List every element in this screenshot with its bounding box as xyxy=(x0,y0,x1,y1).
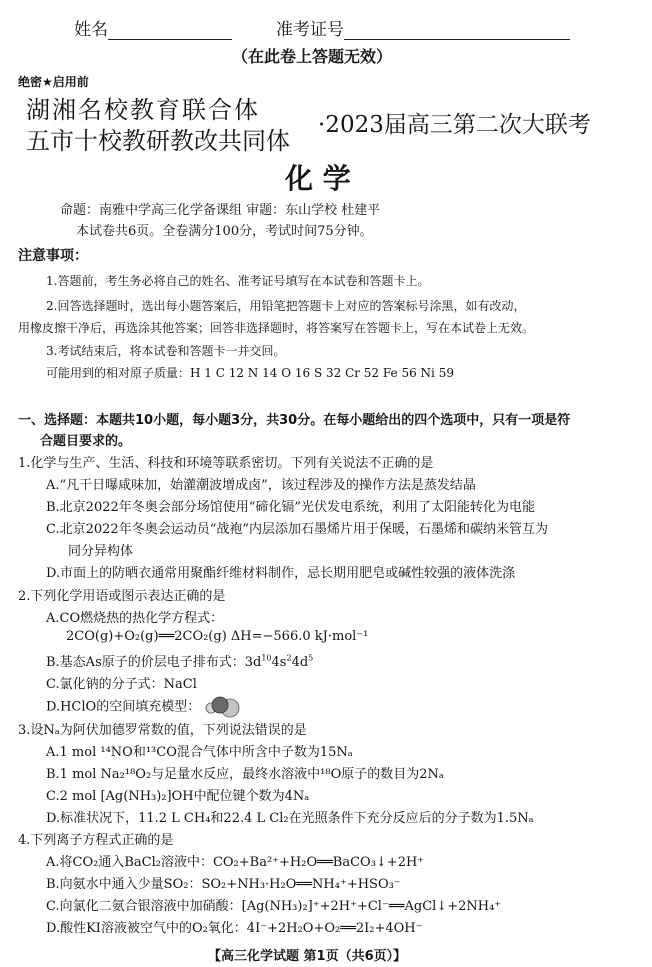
q2-option-d xyxy=(46,695,240,719)
q2-option-c: C.氯化钠的分子式：NaCl xyxy=(46,677,197,692)
q2-option-b xyxy=(46,651,313,670)
q2-option-b-text2: 4s xyxy=(271,655,287,670)
section1-title-a: 一、选择题：本题共10小题，每小题3分，共30分。在每小题给出的四个选项中，只有一项是符 xyxy=(18,413,571,428)
q2-option-b-sup3: 5 xyxy=(308,653,314,663)
q2-option-b-text1: B.基态As原子的价层电子排布式：3d xyxy=(46,655,262,670)
hclo-space-filling-model-icon xyxy=(204,695,240,719)
q4-option-a: A.将CO₂通入BaCl₂溶液中：CO₂+Ba²⁺+H₂O══BaCO₃↓+2H⁺ xyxy=(46,855,425,870)
q2-option-d-text: D.HClO的空间填充模型： xyxy=(46,699,201,715)
notice-item-3: 3.考试结束后，将本试卷和答题卡一并交回。 xyxy=(46,344,286,358)
q4-option-d: D.酸性KI溶液被空气中的O₂氧化：4I⁻+2H₂O+O₂══2I₂+4OH⁻ xyxy=(46,921,423,936)
id-field xyxy=(276,15,570,40)
secret-mark: 绝密★启用前 xyxy=(18,75,89,89)
org-line-1: 湖湘名校教育联合体 xyxy=(26,96,260,124)
q2-option-b-sup2: 2 xyxy=(286,653,292,663)
q4-option-c: C.向氯化二氨合银溶液中加硝酸：[Ag(NH₃)₂]⁺+2H⁺+Cl⁻══AgCl↓+2NH₄⁺ xyxy=(46,899,502,914)
invalid-note: （在此卷上答题无效） xyxy=(232,47,393,66)
q4-option-b: B.向氨水中通入少量SO₂：SO₂+NH₃·H₂O══NH₄⁺+HSO₃⁻ xyxy=(46,877,401,892)
q1-option-d: D.市面上的防晒衣通常用聚酯纤维材料制作，忌长期用肥皂或碱性较强的液体洗涤 xyxy=(46,566,516,581)
q3-option-c: C.2 mol [Ag(NH₃)₂]OH中配位键个数为4Nₐ xyxy=(46,789,310,804)
notice-item-1: 1.答题前，考生务必将自己的姓名、准考证号填写在本试卷和答题卡上。 xyxy=(46,274,430,288)
q3-option-b: B.1 mol Na₂¹⁸O₂与足量水反应，最终水溶液中¹⁸O原子的数目为2Nₐ xyxy=(46,767,444,782)
exam-title: ·2023届高三第二次大联考 xyxy=(318,112,591,138)
q4-stem: 4.下列离子方程式正确的是 xyxy=(18,833,174,848)
q1-option-a: A.“凡干日曝咸味加，始灌潮波增成卤”，该过程涉及的操作方法是蒸发结晶 xyxy=(46,478,476,493)
org-line-2: 五市十校教研教改共同体 xyxy=(26,127,290,155)
page-footer: 【高三化学试题 第1页（共6页）】 xyxy=(208,949,407,964)
q1-option-c-line2: 同分异构体 xyxy=(68,544,134,559)
q3-stem: 3.设Nₐ为阿伏加德罗常数的值，下列说法错误的是 xyxy=(18,723,307,738)
name-blank xyxy=(108,21,232,40)
q2-option-b-sup1: 10 xyxy=(261,653,272,663)
q2-stem: 2.下列化学用语或图示表达正确的是 xyxy=(18,589,226,604)
id-label: 准考证号 xyxy=(276,20,344,40)
name-label: 姓名 xyxy=(74,20,108,40)
q3-option-a: A.1 mol ¹⁴NO和¹³CO混合气体中所含中子数为15Nₐ xyxy=(46,745,353,760)
atomic-masses: 可能用到的相对原子质量：H 1 C 12 N 14 O 16 S 32 Cr 52 Fe 56 Ni 59 xyxy=(46,366,454,380)
q1-stem: 1.化学与生产、生活、科技和环境等联系密切。下列有关说法不正确的是 xyxy=(18,456,434,471)
exam-info: 本试卷共6页。全卷满分100分，考试时间75分钟。 xyxy=(76,224,373,239)
section1-title-b: 合题目要求的。 xyxy=(40,434,132,449)
q2-option-a-equation: 2CO(g)+O₂(g)══2CO₂(g) ΔH=−566.0 kJ·mol⁻¹ xyxy=(66,629,369,644)
id-blank xyxy=(344,21,570,40)
authors: 命题：南雅中学高三化学备课组 审题：东山学校 杜建平 xyxy=(60,203,381,218)
q3-option-d: D.标准状况下，11.2 L CH₄和22.4 L Cl₂在光照条件下充分反应后的分子数为1.5Nₐ xyxy=(46,811,534,826)
q1-option-b: B.北京2022年冬奥会部分场馆使用“碲化镉”光伏发电系统，利用了太阳能转化为电能 xyxy=(46,500,536,515)
q1-option-c-line1: C.北京2022年冬奥会运动员“战袍”内层添加石墨烯片用于保暖，石墨烯和碳纳米管互为 xyxy=(46,522,548,537)
notice-title: 注意事项： xyxy=(18,248,88,264)
name-field xyxy=(74,15,232,40)
q2-option-a-line1: A.CO燃烧热的热化学方程式： xyxy=(46,611,224,626)
q2-option-b-text3: 4d xyxy=(291,655,309,670)
notice-item-2a: 2.回答选择题时，选出每小题答案后，用铅笔把答题卡上对应的答案标号涂黑，如有改动， xyxy=(46,299,526,313)
notice-item-2b: 用橡皮擦干净后，再选涂其他答案；回答非选择题时，将答案写在答题卡上，写在本试卷上无效。 xyxy=(18,321,535,335)
subject-title: 化 学 xyxy=(285,162,351,195)
